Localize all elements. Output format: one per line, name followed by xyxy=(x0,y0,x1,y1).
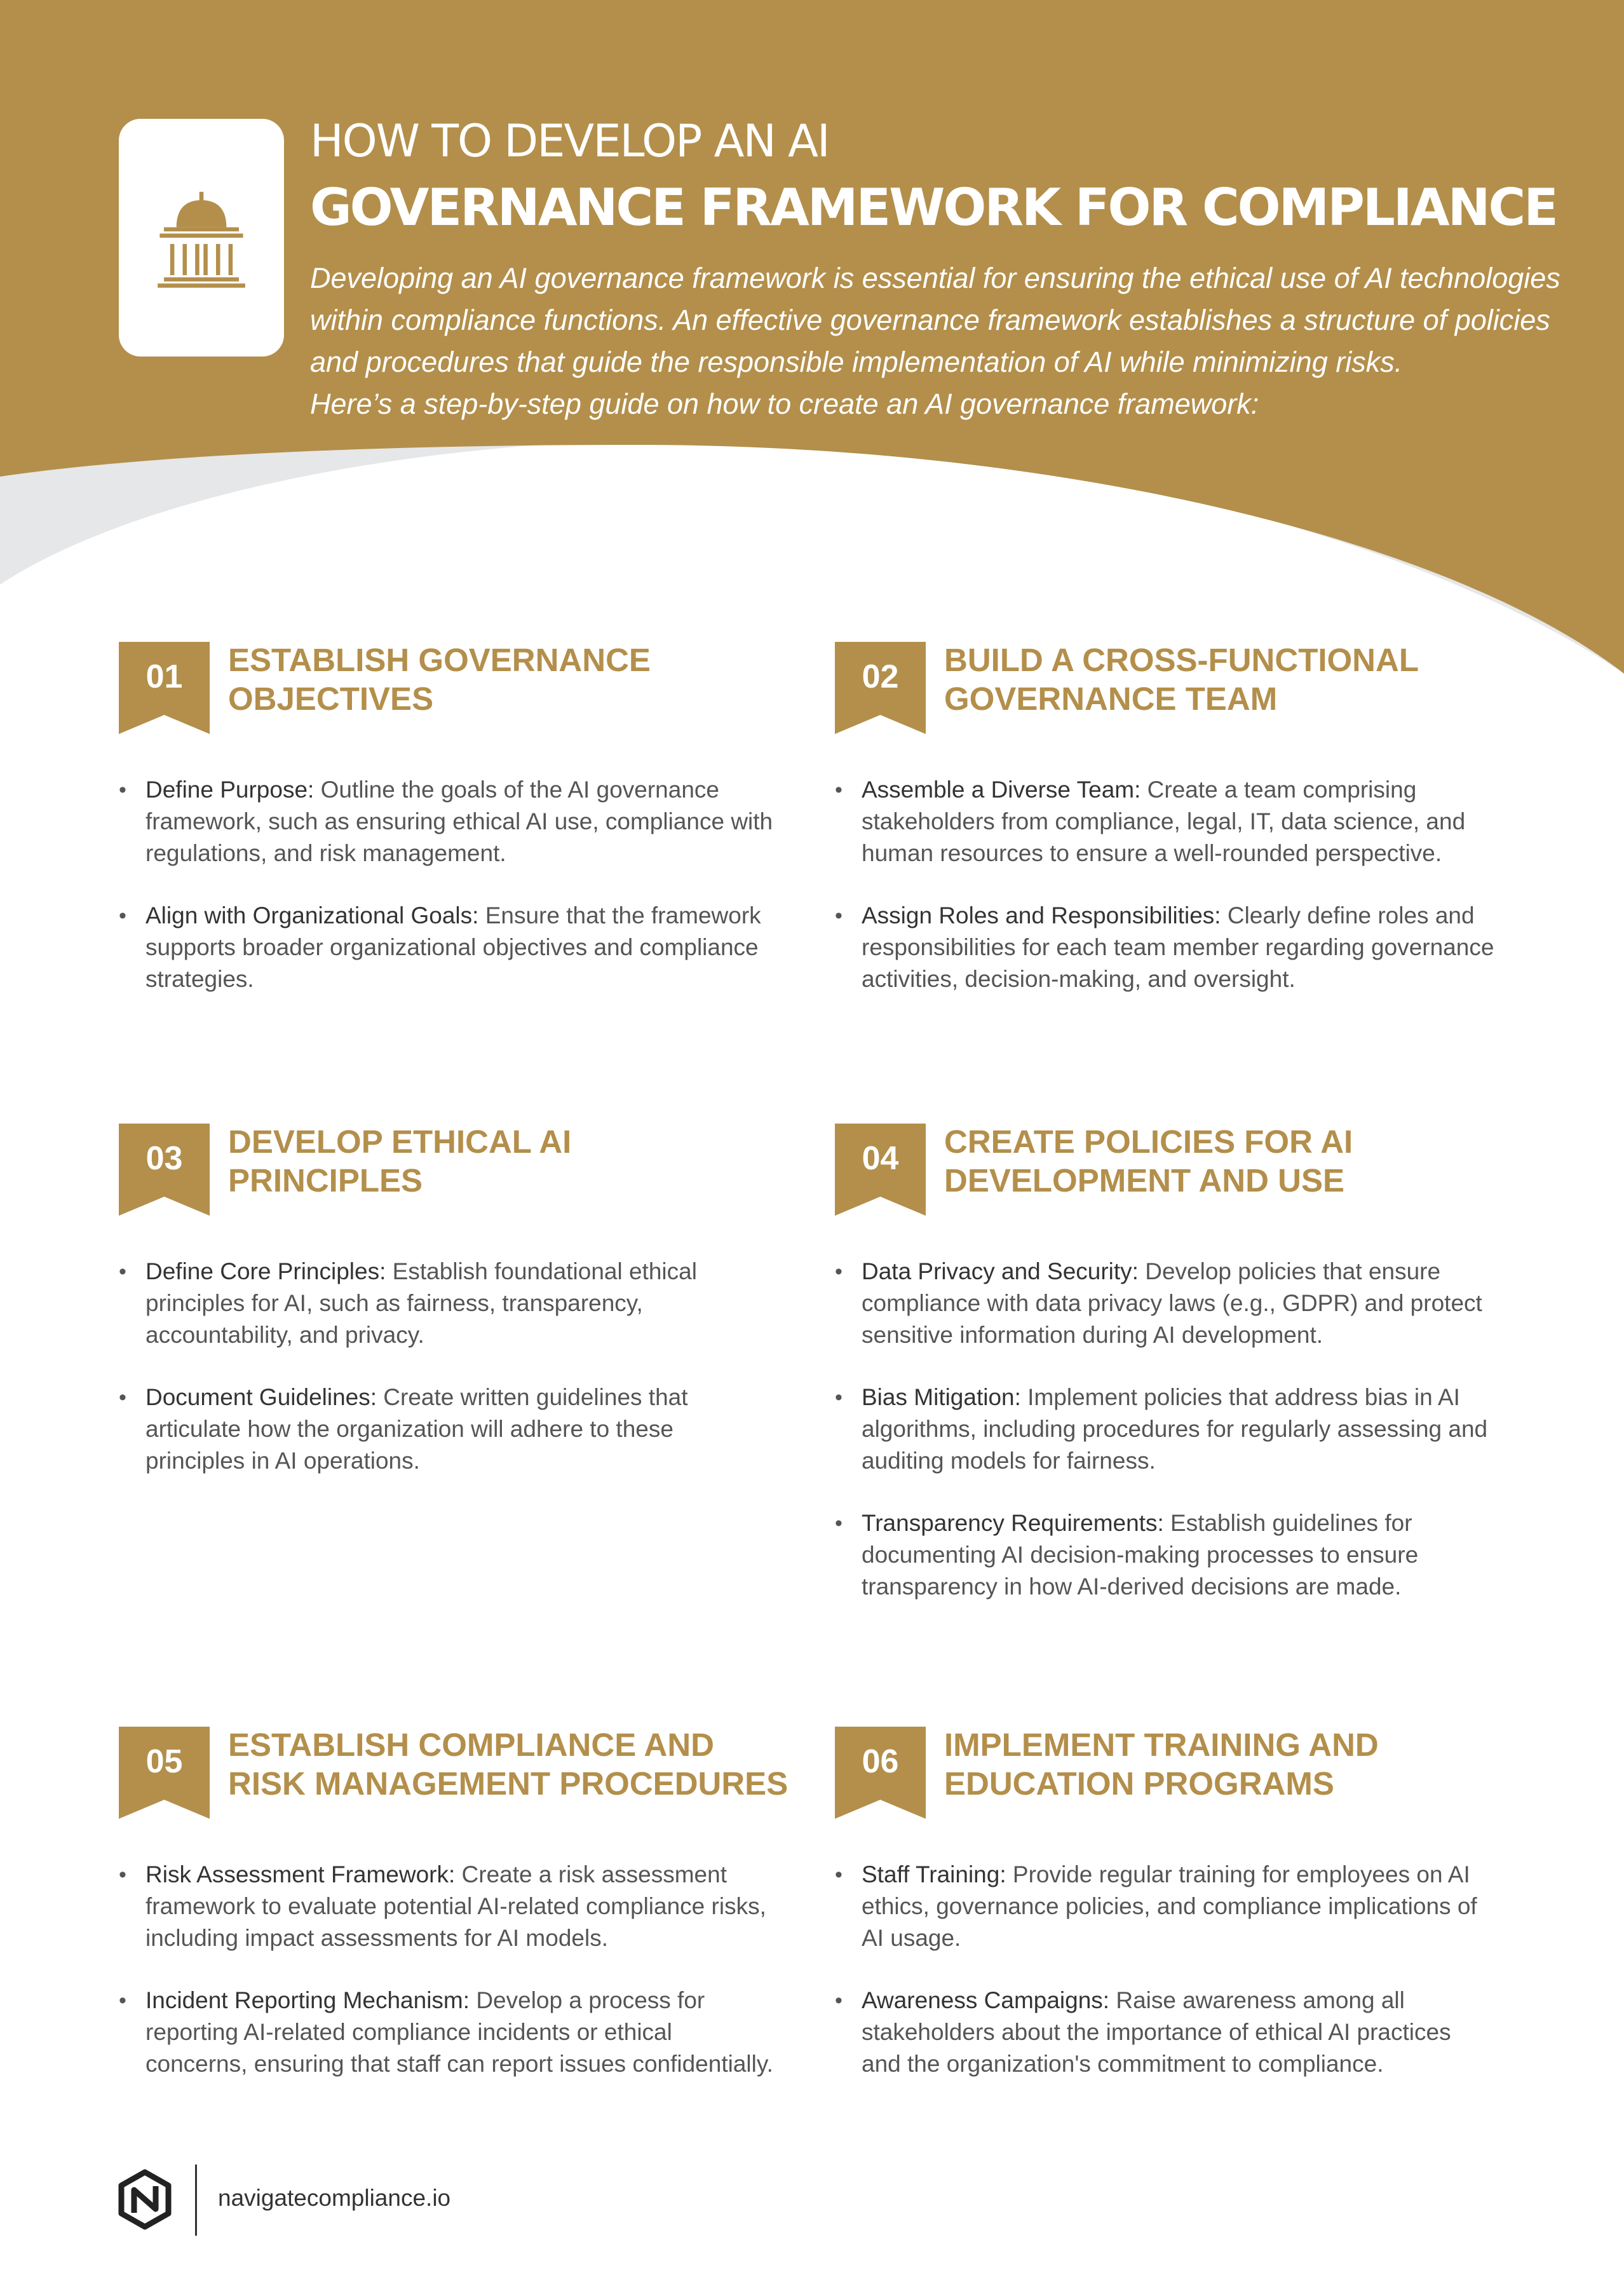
section-heading-line: DEVELOPMENT AND USE xyxy=(944,1162,1345,1199)
header-icon-tile xyxy=(119,119,284,357)
section-heading xyxy=(944,1725,1516,1803)
intro-line: and procedures that guide the responsible implementation of AI while minimizing risks. xyxy=(310,346,1403,378)
section-number: 03 xyxy=(145,1140,183,1177)
intro-line: Here’s a step-by-step guide on how to create an AI governance framework: xyxy=(310,388,1259,420)
bullet-term: Risk Assessment Framework: xyxy=(145,1861,456,1887)
bullet-text: activities, decision-making, and oversight. xyxy=(862,966,1296,992)
section-heading-line: ESTABLISH GOVERNANCE xyxy=(228,642,651,678)
section-heading-line: ESTABLISH COMPLIANCE AND xyxy=(228,1727,714,1763)
bullet-item xyxy=(835,1985,1515,2080)
bullet-text: algorithms, including procedures for regularly assessing and xyxy=(862,1416,1488,1442)
section-number-ribbon xyxy=(119,1727,210,1819)
bullet-text: ethics, governance policies, and compliance implications of xyxy=(862,1893,1477,1919)
section-heading-line: OBJECTIVES xyxy=(228,681,434,717)
bullet-text: Ensure that the framework xyxy=(478,902,761,928)
bullet-text: Develop policies that ensure xyxy=(1138,1258,1441,1284)
section-number-ribbon xyxy=(119,1124,210,1216)
bullet-text: Provide regular training for employees on AI xyxy=(1006,1861,1470,1887)
section-heading-line: PRINCIPLES xyxy=(228,1162,423,1199)
bullet-item xyxy=(119,774,799,869)
bullet-term: Bias Mitigation: xyxy=(862,1384,1021,1410)
bullet-text: principles for AI, such as fairness, transparency, xyxy=(145,1290,643,1316)
bullet-list xyxy=(835,1859,1515,2110)
bullet-text: stakeholders from compliance, legal, IT, data science, and xyxy=(862,808,1466,834)
bullet-list xyxy=(119,774,799,1026)
section-heading xyxy=(228,1725,800,1803)
section-number: 05 xyxy=(145,1743,183,1780)
bullet-text: reporting AI-related compliance incidents or ethical xyxy=(145,2019,672,2045)
bullet-item xyxy=(835,774,1515,869)
bullet-item xyxy=(119,1256,799,1351)
bullet-item xyxy=(119,1985,799,2080)
bullet-text: auditing models for fairness. xyxy=(862,1448,1156,1474)
bullet-text: Raise awareness among all xyxy=(1109,1987,1405,2013)
section-heading-line: CREATE POLICIES FOR AI xyxy=(944,1124,1353,1160)
bullet-text: documenting AI decision-making processes to ensure xyxy=(862,1542,1419,1568)
bullet-term: Assign Roles and Responsibilities: xyxy=(862,902,1221,928)
bullet-text: Develop a process for xyxy=(470,1987,705,2013)
bullet-text: Establish foundational ethical xyxy=(386,1258,697,1284)
section-number: 01 xyxy=(145,658,183,695)
bullet-text: Clearly define roles and xyxy=(1221,902,1475,928)
bullet-term: Transparency Requirements: xyxy=(862,1510,1164,1536)
bullet-text: transparency in how AI-derived decisions are made. xyxy=(862,1574,1402,1600)
bullet-list xyxy=(119,1859,799,2110)
intro-line: Developing an AI governance framework is essential for ensuring the ethical use of AI technologies xyxy=(310,262,1560,294)
bullet-list xyxy=(835,774,1515,1026)
footer-website-link[interactable]: navigatecompliance.io xyxy=(218,2185,451,2211)
section-number: 02 xyxy=(862,658,899,695)
section-heading-line: IMPLEMENT TRAINING AND xyxy=(944,1727,1379,1763)
bullet-text: Establish guidelines for xyxy=(1163,1510,1412,1536)
bullet-text: responsibilities for each team member regarding governance xyxy=(862,934,1494,960)
government-building-icon xyxy=(149,186,254,290)
bullet-item xyxy=(835,1507,1515,1603)
bullet-text: concerns, ensuring that staff can report issues confidentially. xyxy=(145,2051,773,2077)
bullet-text: accountability, and privacy. xyxy=(145,1322,424,1348)
bullet-text: sensitive information during AI development. xyxy=(862,1322,1323,1348)
bullet-text: human resources to ensure a well-rounded perspective. xyxy=(862,840,1442,866)
bullet-item xyxy=(835,1859,1515,1954)
bullet-text: Create a risk assessment xyxy=(455,1861,727,1887)
bullet-text: supports broader organizational objectives and compliance xyxy=(145,934,759,960)
bullet-item xyxy=(835,1382,1515,1477)
bullet-text: stakeholders about the importance of ethical AI practices xyxy=(862,2019,1451,2045)
section-heading xyxy=(944,1122,1516,1200)
page-title-line2: GOVERNANCE FRAMEWORK FOR COMPLIANCE xyxy=(310,178,1557,237)
bullet-text: Implement policies that address bias in AI xyxy=(1020,1384,1460,1410)
bullet-term: Define Core Principles: xyxy=(145,1258,386,1284)
bullet-text: including impact assessments for AI models. xyxy=(145,1925,608,1951)
footer-divider xyxy=(195,2165,197,2236)
bullet-text: compliance with data privacy laws (e.g., GDPR) and protect xyxy=(862,1290,1482,1316)
bullet-text: framework to evaluate potential AI-related compliance risks, xyxy=(145,1893,766,1919)
section-number-ribbon xyxy=(835,1124,926,1216)
bullet-text: strategies. xyxy=(145,966,254,992)
bullet-item xyxy=(835,1256,1515,1351)
bullet-term: Define Purpose: xyxy=(145,777,315,803)
bullet-item xyxy=(835,900,1515,995)
bullet-term: Awareness Campaigns: xyxy=(862,1987,1110,2013)
bullet-text: Create a team comprising xyxy=(1140,777,1417,803)
section-number-ribbon xyxy=(835,642,926,734)
section-number: 04 xyxy=(862,1140,899,1177)
section-heading xyxy=(228,1122,800,1200)
page-title-line1: HOW TO DEVELOP AN AI xyxy=(310,115,829,167)
bullet-text: Outline the goals of the AI governance xyxy=(314,777,719,803)
section-heading-line: BUILD A CROSS-FUNCTIONAL xyxy=(944,642,1419,678)
section-number: 06 xyxy=(862,1743,899,1780)
bullet-list xyxy=(119,1256,799,1507)
bullet-item xyxy=(119,900,799,995)
bullet-list xyxy=(835,1256,1515,1633)
bullet-item xyxy=(119,1382,799,1477)
bullet-text: and the organization's commitment to compliance. xyxy=(862,2051,1384,2077)
bullet-term: Incident Reporting Mechanism: xyxy=(145,1987,470,2013)
bullet-text: framework, such as ensuring ethical AI use, compliance with xyxy=(145,808,773,834)
section-heading-line: RISK MANAGEMENT PROCEDURES xyxy=(228,1765,788,1802)
navigate-compliance-logo xyxy=(118,2168,172,2231)
section-number-ribbon xyxy=(119,642,210,734)
bullet-text: regulations, and risk management. xyxy=(145,840,506,866)
bullet-item xyxy=(119,1859,799,1954)
section-heading-line: DEVELOP ETHICAL AI xyxy=(228,1124,572,1160)
section-heading-line: EDUCATION PROGRAMS xyxy=(944,1765,1334,1802)
bullet-term: Document Guidelines: xyxy=(145,1384,377,1410)
section-number-ribbon xyxy=(835,1727,926,1819)
bullet-text: Create written guidelines that xyxy=(377,1384,688,1410)
bullet-term: Assemble a Diverse Team: xyxy=(862,777,1141,803)
bullet-term: Align with Organizational Goals: xyxy=(145,902,479,928)
bullet-text: principles in AI operations. xyxy=(145,1448,420,1474)
bullet-text: articulate how the organization will adhere to these xyxy=(145,1416,673,1442)
bullet-text: AI usage. xyxy=(862,1925,961,1951)
intro-line: within compliance functions. An effective governance framework establishes a structure of policies xyxy=(310,304,1550,336)
section-heading-line: GOVERNANCE TEAM xyxy=(944,681,1278,717)
intro-paragraph xyxy=(310,257,1560,425)
section-heading xyxy=(228,641,800,718)
section-heading xyxy=(944,641,1516,718)
bullet-term: Data Privacy and Security: xyxy=(862,1258,1139,1284)
bullet-term: Staff Training: xyxy=(862,1861,1006,1887)
